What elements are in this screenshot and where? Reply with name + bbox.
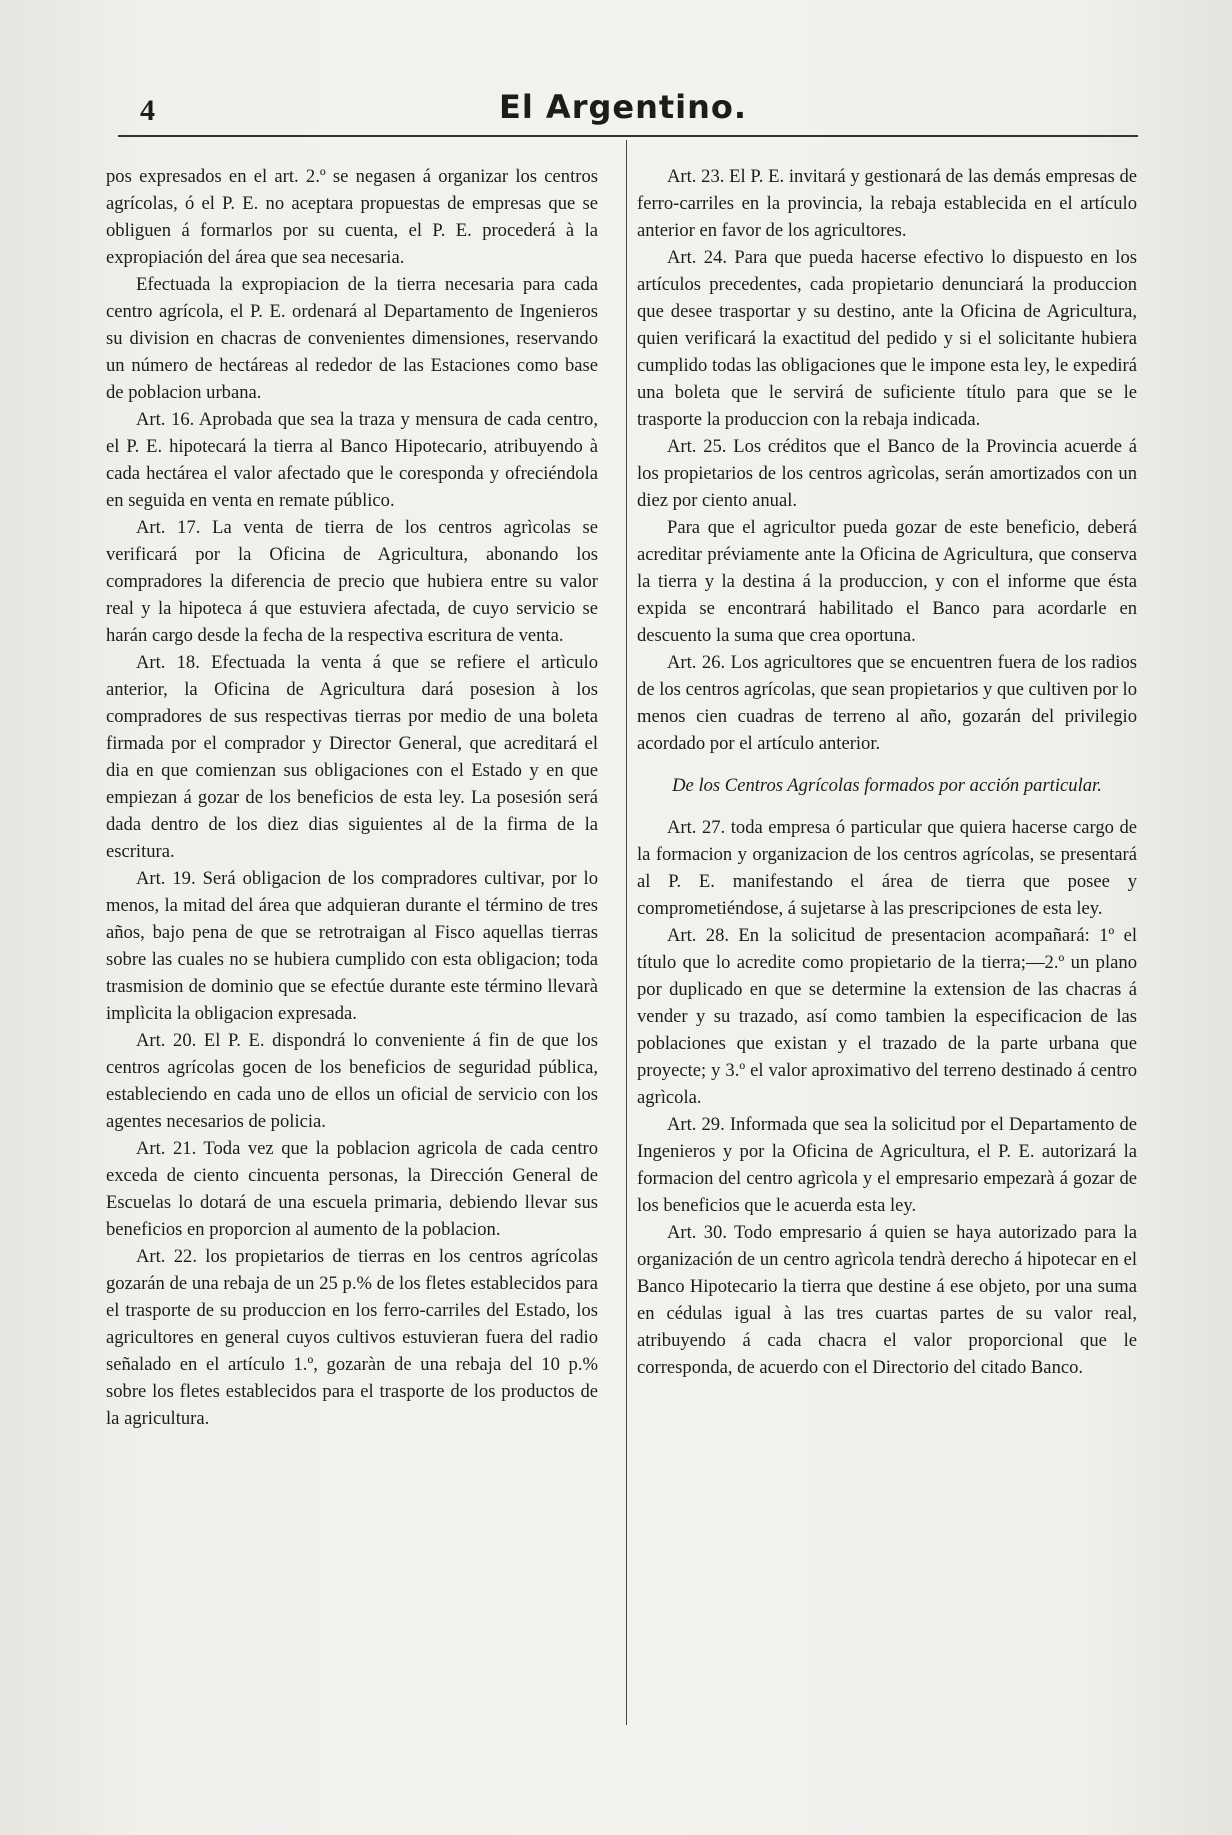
article-16: Art. 16. Aprobada que sea la traza y mensura de cada centro, el P. E. hipotecará la tierra al Banco Hipotecario, atribuyendo à cada hectárea el valor afectado que le coresponda y ofreciéndola en seguida en venta en remate público. [106,409,598,511]
article-25: Art. 25. Los créditos que el Banco de la Provincia acuerde á los propietarios de los centros agrìcolas, serán amortizados con un diez por ciento anual. [637,436,1137,511]
paragraph: Para que el agricultor pueda gozar de este beneficio, deberá acreditar préviamente ante la Oficina de Agricultura, que conserva la tierra y la destina á la produccion, y con el informe que ésta expida se encontrará habilitado el Banco para acordarle en descuento la suma que crea oportuna. [637,517,1137,646]
article-19: Art. 19. Será obligacion de los compradores cultivar, por lo menos, la mitad del área que adquieran durante el término de tres años, bajo pena de que se retrotraigan al Fisco aquellas tierras sobre las cuales no se hubiera cumplido con esta obligacion; toda trasmision de dominio que se efectúe durante este término llevarà implìcita la obligacion expresada. [106,868,598,1024]
article-29: Art. 29. Informada que sea la solicitud por el Departamento de Ingenieros y por la Oficina de Agricultura, el P. E. autorizará la formacion del centro agrìcola y el empresario empezarà á gozar de los beneficios que le acuerda esta ley. [637,1114,1137,1216]
section-heading: De los Centros Agrícolas formados por acción particular. [672,775,1102,796]
page-header [108,88,1138,132]
article-24: Art. 24. Para que pueda hacerse efectivo lo dispuesto en los artículos precedentes, cada propietario denunciará la produccion que desee trasportar y su destino, ante la Oficina de Agricultura, quien verificará la exactitud del pedido y si el solicitante hubiera cumplido todas las obligaciones que le impone esta ley, le expedirá una boleta que le servirá de suficiente título para que se le trasporte la produccion con la rebaja indicada. [637,247,1137,430]
article-21: Art. 21. Toda vez que la poblacion agricola de cada centro exceda de ciento cincuenta personas, la Dirección General de Escuelas lo dotará de una escuela primaria, debiendo llevar sus beneficios en proporcion al aumento de la poblacion. [106,1138,598,1240]
right-column [637,163,1137,1743]
header-rule [118,135,1138,137]
article-26: Art. 26. Los agricultores que se encuentren fuera de los radios de los centros agrícolas, que sean propietarios y que cultiven por lo menos cien cuadras de terreno al año, gozarán del privilegio acordado por el artículo anterior. [637,652,1137,754]
masthead-title: El Argentino. [498,88,748,126]
article-27: Art. 27. toda empresa ó particular que quiera hacerse cargo de la formacion y organizacion de los centros agrícolas, se presentará al P. E. manifestando el área de tierra que posee y comprometiéndose, á sujetarse à las prescripciones de esta ley. [637,817,1137,919]
article-22: Art. 22. los propietarios de tierras en los centros agrícolas gozarán de una rebaja de un 25 p.% de los fletes establecidos para el trasporte de su produccion en los ferro-carriles del Estado, los agricultores en general cuyos cultivos estuvieran fuera del radio señalado en el artículo 1.º, gozaràn de una rebaja del 10 p.% sobre los fletes establecidos para el trasporte de los productos de la agricultura. [106,1246,598,1429]
article-23: Art. 23. El P. E. invitará y gestionará de las demás empresas de ferro-carriles en la provincia, la rebaja establecida en el artículo anterior en favor de los agricultores. [637,166,1137,241]
article-18: Art. 18. Efectuada la venta á que se refiere el artìculo anterior, la Oficina de Agricultura dará posesion à los compradores de sus respectivas tierras por medio de una boleta firmada por el comprador y Director General, que acreditará el dia en que comienzan sus obligaciones con el Estado y en que empiezan á gozar de los beneficios de esta ley. La posesión será dada dentro de los diez dias siguientes al de la firma de la escritura. [106,652,598,862]
article-28: Art. 28. En la solicitud de presentacion acompañará: 1º el título que lo acredite como propietario de la tierra;—2.º un plano por duplicado en que se determine la extension de las chacras á vender y su trazado, así como tambien la especificacion de las poblaciones que existan y el trazado de la parte urbana que proyecte; y 3.º el valor aproximativo del terreno destinado á centro agrìcola. [637,925,1137,1108]
article-17: Art. 17. La venta de tierra de los centros agrìcolas se verificará por la Oficina de Agricultura, abonando los compradores la diferencia de precio que hubiera entre su valor real y la hipoteca á que estuviera afectada, de cuyo servicio se harán cargo desde la fecha de la respectiva escritura de venta. [106,517,598,646]
article-30: Art. 30. Todo empresario á quien se haya autorizado para la organización de un centro agrìcola tendrà derecho á hipotecar en el Banco Hipotecario la tierra que destine á ese objeto, por una suma en cédulas igual à las tres cuartas partes de su valor real, atribuyendo á cada chacra el valor proporcional que le corresponda, de acuerdo con el Directorio del citado Banco. [637,1222,1137,1378]
column-divider [626,140,627,1725]
page-number: 4 [140,94,155,127]
paragraph: Efectuada la expropiacion de la tierra necesaria para cada centro agrícola, el P. E. ordenará al Departamento de Ingenieros su division en chacras de convenientes dimensiones, reservando un número de hectáreas al rededor de las Estaciones como base de poblacion urbana. [106,274,598,403]
paragraph: pos expresados en el art. 2.º se negasen á organizar los centros agrícolas, ó el P. E. no aceptara propuestas de empresas que se obliguen á formarlos por su cuenta, el P. E. procederá à la expropiación del área que sea necesaria. [106,166,598,268]
article-20: Art. 20. El P. E. dispondrá lo conveniente á fin de que los centros agrícolas gocen de los beneficios de seguridad pública, estableciendo en cada uno de ellos un oficial de servicio con los agentes necesarios de policia. [106,1030,598,1132]
left-column [106,163,598,1743]
